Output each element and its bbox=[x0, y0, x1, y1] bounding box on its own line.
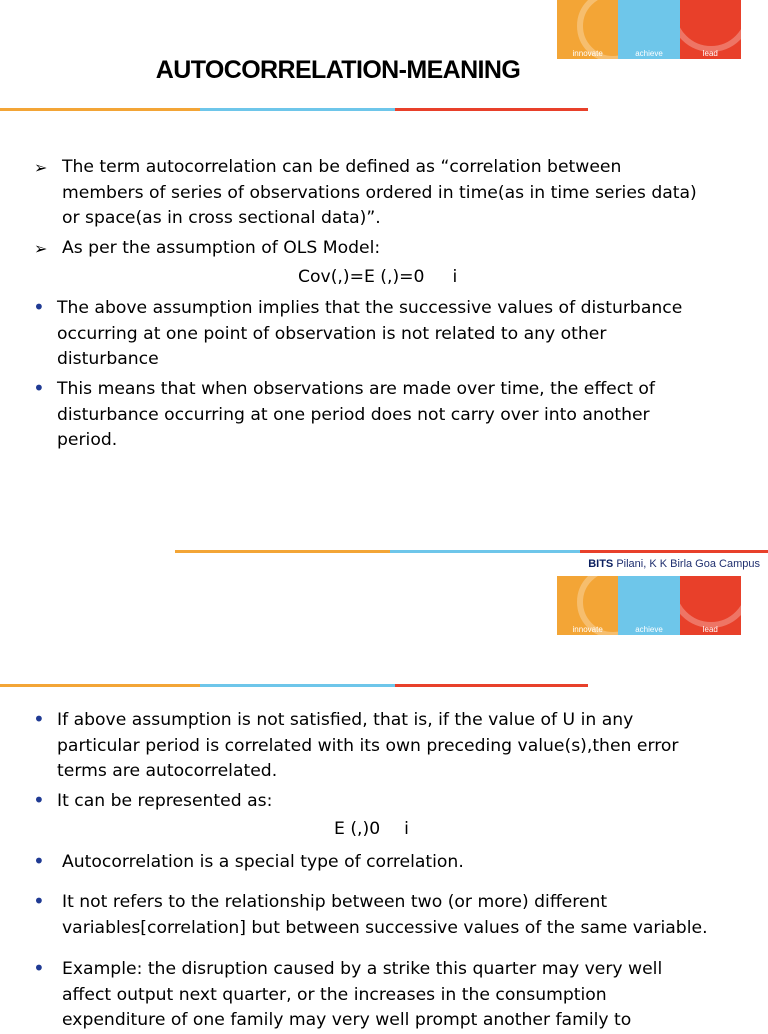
logo-achieve: achieve bbox=[635, 625, 663, 634]
equation-suffix: i bbox=[452, 267, 458, 287]
header-rule-blue bbox=[200, 108, 395, 111]
logo-innovate: innovate bbox=[572, 625, 603, 634]
equation-text: E (,)0 bbox=[334, 819, 381, 839]
bullet-text: It not refers to the relationship between two (or more) different variables[correlation] but between successive values of the same variable. bbox=[62, 892, 708, 938]
slide-2 bbox=[0, 576, 768, 1030]
bullet-text: Autocorrelation is a special type of correlation. bbox=[62, 852, 464, 872]
dot-bullet-icon: • bbox=[33, 707, 45, 731]
dot-bullet-icon: • bbox=[33, 849, 45, 873]
header-rule-red bbox=[395, 108, 588, 111]
bullet-text: As per the assumption of OLS Model: bbox=[62, 238, 381, 258]
header-rule-red bbox=[395, 684, 588, 687]
dot-bullet-icon: • bbox=[33, 788, 45, 812]
bullet-text: The term autocorrelation can be defined as “correlation between members of series of observations ordered in time(as in time series data) or space(as in cross sectional data)”. bbox=[62, 157, 697, 228]
header-rule-blue bbox=[200, 684, 395, 687]
footer-rule-red bbox=[580, 550, 768, 553]
bullet-text: The above assumption implies that the successive values of disturbance occurring at one point of observation is not related to any other disturbance bbox=[57, 298, 683, 369]
logo-lead: lead bbox=[702, 625, 718, 634]
equation-suffix: i bbox=[404, 819, 409, 839]
logo-blue-block bbox=[618, 576, 679, 635]
dot-bullet-icon: • bbox=[33, 956, 45, 980]
bits-logo bbox=[557, 576, 741, 635]
header-rule-orange bbox=[0, 108, 200, 111]
dot-bullet-icon: • bbox=[33, 889, 45, 913]
footer-campus bbox=[588, 558, 760, 570]
logo-red-block bbox=[680, 0, 741, 59]
slide-title: AUTOCORRELATION-MEANING bbox=[155, 56, 521, 84]
logo-lead: lead bbox=[702, 49, 718, 58]
logo-blue-block bbox=[618, 0, 679, 59]
dot-bullet-icon: • bbox=[33, 376, 45, 400]
bullet-text: If above assumption is not satisfied, that is, if the value of U in any particular period is correlated with its own preceding value(s),then error terms are autocorrelated. bbox=[57, 710, 679, 781]
logo-orange-block bbox=[557, 0, 618, 59]
bullet-text: It can be represented as: bbox=[57, 791, 273, 811]
footer-rule-orange bbox=[175, 550, 390, 553]
footer-campus-text: Pilani, K K Birla Goa Campus bbox=[613, 558, 760, 570]
footer-bits: BITS bbox=[588, 558, 614, 570]
footer-rule-blue bbox=[390, 550, 580, 553]
logo-innovate: innovate bbox=[572, 49, 603, 58]
bullet-text: Example: the disruption caused by a strike this quarter may very well affect output next quarter, or the increases in the consumption expenditure of one family may very well prompt another family to bbox=[62, 959, 663, 1030]
logo-orange-block bbox=[557, 576, 618, 635]
equation bbox=[298, 267, 457, 287]
equation-text: Cov(,)=E (,)=0 bbox=[298, 267, 425, 287]
logo-red-block bbox=[680, 576, 741, 635]
header-rule-orange bbox=[0, 684, 200, 687]
arrow-bullet-icon: ➢ bbox=[34, 239, 48, 258]
dot-bullet-icon: • bbox=[33, 295, 45, 319]
arrow-bullet-icon: ➢ bbox=[34, 158, 48, 177]
logo-achieve: achieve bbox=[635, 49, 663, 58]
equation bbox=[334, 819, 409, 839]
bits-logo bbox=[557, 0, 741, 59]
bullet-text: This means that when observations are made over time, the effect of disturbance occurring at one period does not carry over into another period. bbox=[57, 379, 655, 450]
